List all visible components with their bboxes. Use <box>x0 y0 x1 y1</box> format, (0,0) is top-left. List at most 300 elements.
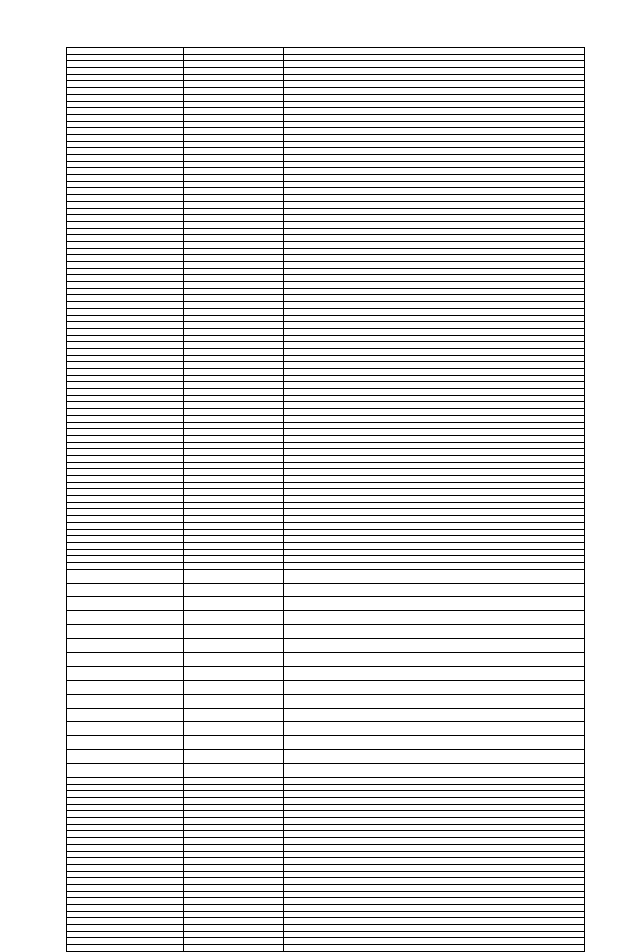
row-number-cell <box>67 536 184 543</box>
cadastral-number-cell <box>184 54 284 61</box>
row-number-cell <box>67 409 184 416</box>
table-row <box>67 938 585 945</box>
cadastral-number-cell <box>184 694 284 708</box>
cadastral-number-cell <box>184 322 284 329</box>
address-cell <box>284 489 585 496</box>
row-number-cell <box>67 134 184 141</box>
cadastral-number-cell <box>184 569 284 583</box>
row-number-cell <box>67 708 184 722</box>
row-number-cell <box>67 322 184 329</box>
table-row <box>67 302 585 309</box>
address-cell <box>284 81 585 88</box>
address-cell <box>284 898 585 905</box>
row-number-cell <box>67 248 184 255</box>
row-number-cell <box>67 569 184 583</box>
cadastral-number-cell <box>184 811 284 818</box>
row-number-cell <box>67 262 184 269</box>
table-row <box>67 342 585 349</box>
row-number-cell <box>67 228 184 235</box>
table-row <box>67 141 585 148</box>
address-cell <box>284 844 585 851</box>
address-cell <box>284 322 585 329</box>
address-cell <box>284 529 585 536</box>
address-cell <box>284 195 585 202</box>
table-row <box>67 395 585 402</box>
table-row <box>67 625 585 639</box>
row-number-cell <box>67 415 184 422</box>
address-cell <box>284 395 585 402</box>
row-number-cell <box>67 884 184 891</box>
row-number-cell <box>67 94 184 101</box>
cadastral-number-cell <box>184 818 284 825</box>
row-number-cell <box>67 945 184 952</box>
cadastral-number-cell <box>184 348 284 355</box>
address-cell <box>284 945 585 952</box>
table-row <box>67 168 585 175</box>
cadastral-number-cell <box>184 562 284 569</box>
address-cell <box>284 569 585 583</box>
cadastral-number-cell <box>184 248 284 255</box>
address-cell <box>284 449 585 456</box>
cadastral-number-cell <box>184 241 284 248</box>
address-cell <box>284 694 585 708</box>
cadastral-number-cell <box>184 891 284 898</box>
cadastral-number-cell <box>184 121 284 128</box>
address-cell <box>284 777 585 784</box>
address-cell <box>284 462 585 469</box>
table-row <box>67 81 585 88</box>
address-cell <box>284 268 585 275</box>
cadastral-number-cell <box>184 536 284 543</box>
row-number-cell <box>67 469 184 476</box>
registry-table-body <box>67 48 585 952</box>
cadastral-number-cell <box>184 195 284 202</box>
address-cell <box>284 784 585 791</box>
table-row <box>67 750 585 764</box>
cadastral-number-cell <box>184 858 284 865</box>
address-cell <box>284 415 585 422</box>
table-row <box>67 175 585 182</box>
row-number-cell <box>67 161 184 168</box>
table-row <box>67 248 585 255</box>
cadastral-number-cell <box>184 188 284 195</box>
cadastral-number-cell <box>184 652 284 666</box>
row-number-cell <box>67 611 184 625</box>
row-number-cell <box>67 918 184 925</box>
address-cell <box>284 141 585 148</box>
table-row <box>67 784 585 791</box>
row-number-cell <box>67 496 184 503</box>
row-number-cell <box>67 255 184 262</box>
table-row <box>67 736 585 750</box>
cadastral-number-cell <box>184 549 284 556</box>
address-cell <box>284 911 585 918</box>
table-row <box>67 884 585 891</box>
cadastral-number-cell <box>184 168 284 175</box>
address-cell <box>284 522 585 529</box>
table-row <box>67 228 585 235</box>
address-cell <box>284 362 585 369</box>
row-number-cell <box>67 891 184 898</box>
address-cell <box>284 583 585 597</box>
address-cell <box>284 652 585 666</box>
cadastral-number-cell <box>184 275 284 282</box>
address-cell <box>284 666 585 680</box>
cadastral-number-cell <box>184 74 284 81</box>
row-number-cell <box>67 295 184 302</box>
table-row <box>67 811 585 818</box>
cadastral-number-cell <box>184 708 284 722</box>
table-row <box>67 838 585 845</box>
row-number-cell <box>67 864 184 871</box>
cadastral-number-cell <box>184 871 284 878</box>
table-row <box>67 556 585 563</box>
row-number-cell <box>67 121 184 128</box>
cadastral-number-cell <box>184 918 284 925</box>
address-cell <box>284 798 585 805</box>
address-cell <box>284 864 585 871</box>
cadastral-number-cell <box>184 489 284 496</box>
address-cell <box>284 375 585 382</box>
cadastral-number-cell <box>184 215 284 222</box>
row-number-cell <box>67 128 184 135</box>
address-cell <box>284 536 585 543</box>
table-row <box>67 918 585 925</box>
cadastral-number-cell <box>184 429 284 436</box>
address-cell <box>284 824 585 831</box>
row-number-cell <box>67 680 184 694</box>
row-number-cell <box>67 435 184 442</box>
address-cell <box>284 369 585 376</box>
cadastral-number-cell <box>184 48 284 55</box>
address-cell <box>284 54 585 61</box>
table-row <box>67 201 585 208</box>
table-row <box>67 335 585 342</box>
address-cell <box>284 155 585 162</box>
address-cell <box>284 818 585 825</box>
row-number-cell <box>67 288 184 295</box>
row-number-cell <box>67 851 184 858</box>
row-number-cell <box>67 777 184 784</box>
table-row <box>67 708 585 722</box>
row-number-cell <box>67 722 184 736</box>
table-row <box>67 583 585 597</box>
address-cell <box>284 148 585 155</box>
cadastral-number-cell <box>184 395 284 402</box>
cadastral-number-cell <box>184 502 284 509</box>
table-row <box>67 268 585 275</box>
table-row <box>67 931 585 938</box>
table-row <box>67 722 585 736</box>
address-cell <box>284 750 585 764</box>
address-cell <box>284 288 585 295</box>
cadastral-number-cell <box>184 442 284 449</box>
cadastral-number-cell <box>184 878 284 885</box>
address-cell <box>284 476 585 483</box>
row-number-cell <box>67 181 184 188</box>
table-row <box>67 549 585 556</box>
address-cell <box>284 255 585 262</box>
row-number-cell <box>67 308 184 315</box>
table-row <box>67 181 585 188</box>
address-cell <box>284 221 585 228</box>
cadastral-number-cell <box>184 88 284 95</box>
table-row <box>67 415 585 422</box>
table-row <box>67 639 585 653</box>
table-row <box>67 597 585 611</box>
table-row <box>67 680 585 694</box>
address-cell <box>284 241 585 248</box>
cadastral-number-cell <box>184 134 284 141</box>
table-row <box>67 48 585 55</box>
row-number-cell <box>67 302 184 309</box>
cadastral-number-cell <box>184 898 284 905</box>
row-number-cell <box>67 791 184 798</box>
address-cell <box>284 128 585 135</box>
address-cell <box>284 68 585 75</box>
table-row <box>67 121 585 128</box>
address-cell <box>284 938 585 945</box>
address-cell <box>284 562 585 569</box>
cadastral-number-cell <box>184 255 284 262</box>
cadastral-number-cell <box>184 462 284 469</box>
row-number-cell <box>67 811 184 818</box>
cadastral-number-cell <box>184 925 284 932</box>
row-number-cell <box>67 141 184 148</box>
table-row <box>67 502 585 509</box>
table-row <box>67 389 585 396</box>
row-number-cell <box>67 482 184 489</box>
table-row <box>67 369 585 376</box>
address-cell <box>284 496 585 503</box>
address-cell <box>284 402 585 409</box>
cadastral-number-cell <box>184 402 284 409</box>
address-cell <box>284 838 585 845</box>
address-cell <box>284 442 585 449</box>
table-row <box>67 469 585 476</box>
row-number-cell <box>67 148 184 155</box>
row-number-cell <box>67 905 184 912</box>
address-cell <box>284 328 585 335</box>
table-row <box>67 422 585 429</box>
table-row <box>67 489 585 496</box>
cadastral-number-cell <box>184 449 284 456</box>
table-row <box>67 925 585 932</box>
cadastral-number-cell <box>184 68 284 75</box>
table-row <box>67 161 585 168</box>
cadastral-number-cell <box>184 128 284 135</box>
cadastral-number-cell <box>184 181 284 188</box>
address-cell <box>284 429 585 436</box>
cadastral-number-cell <box>184 415 284 422</box>
row-number-cell <box>67 556 184 563</box>
row-number-cell <box>67 215 184 222</box>
table-row <box>67 905 585 912</box>
table-row <box>67 74 585 81</box>
table-row <box>67 542 585 549</box>
table-row <box>67 824 585 831</box>
address-cell <box>284 108 585 115</box>
cadastral-number-cell <box>184 61 284 68</box>
row-number-cell <box>67 241 184 248</box>
table-row <box>67 798 585 805</box>
cadastral-number-cell <box>184 422 284 429</box>
address-cell <box>284 455 585 462</box>
row-number-cell <box>67 639 184 653</box>
row-number-cell <box>67 369 184 376</box>
address-cell <box>284 315 585 322</box>
table-row <box>67 101 585 108</box>
cadastral-number-cell <box>184 302 284 309</box>
address-cell <box>284 342 585 349</box>
row-number-cell <box>67 583 184 597</box>
row-number-cell <box>67 68 184 75</box>
table-row <box>67 375 585 382</box>
address-cell <box>284 308 585 315</box>
table-row <box>67 148 585 155</box>
row-number-cell <box>67 208 184 215</box>
table-row <box>67 652 585 666</box>
cadastral-number-cell <box>184 583 284 597</box>
row-number-cell <box>67 88 184 95</box>
row-number-cell <box>67 175 184 182</box>
row-number-cell <box>67 195 184 202</box>
row-number-cell <box>67 750 184 764</box>
cadastral-number-cell <box>184 824 284 831</box>
table-row <box>67 516 585 523</box>
row-number-cell <box>67 784 184 791</box>
cadastral-number-cell <box>184 94 284 101</box>
cadastral-number-cell <box>184 844 284 851</box>
table-row <box>67 864 585 871</box>
address-cell <box>284 355 585 362</box>
row-number-cell <box>67 764 184 778</box>
cadastral-number-cell <box>184 905 284 912</box>
address-cell <box>284 409 585 416</box>
address-cell <box>284 114 585 121</box>
address-cell <box>284 74 585 81</box>
row-number-cell <box>67 101 184 108</box>
table-row <box>67 208 585 215</box>
table-row <box>67 522 585 529</box>
cadastral-number-cell <box>184 838 284 845</box>
row-number-cell <box>67 476 184 483</box>
row-number-cell <box>67 931 184 938</box>
table-row <box>67 382 585 389</box>
table-row <box>67 134 585 141</box>
table-row <box>67 348 585 355</box>
cadastral-number-cell <box>184 476 284 483</box>
address-cell <box>284 275 585 282</box>
table-row <box>67 462 585 469</box>
table-row <box>67 155 585 162</box>
row-number-cell <box>67 235 184 242</box>
address-cell <box>284 282 585 289</box>
cadastral-number-cell <box>184 268 284 275</box>
address-cell <box>284 736 585 750</box>
cadastral-number-cell <box>184 114 284 121</box>
address-cell <box>284 858 585 865</box>
address-cell <box>284 389 585 396</box>
cadastral-number-cell <box>184 389 284 396</box>
address-cell <box>284 175 585 182</box>
row-number-cell <box>67 502 184 509</box>
cadastral-number-cell <box>184 791 284 798</box>
table-row <box>67 61 585 68</box>
row-number-cell <box>67 522 184 529</box>
table-row <box>67 255 585 262</box>
row-number-cell <box>67 509 184 516</box>
table-row <box>67 891 585 898</box>
row-number-cell <box>67 155 184 162</box>
address-cell <box>284 348 585 355</box>
address-cell <box>284 168 585 175</box>
address-cell <box>284 88 585 95</box>
table-row <box>67 128 585 135</box>
address-cell <box>284 918 585 925</box>
cadastral-number-cell <box>184 625 284 639</box>
table-row <box>67 108 585 115</box>
table-row <box>67 449 585 456</box>
address-cell <box>284 931 585 938</box>
cadastral-number-cell <box>184 101 284 108</box>
cadastral-number-cell <box>184 496 284 503</box>
address-cell <box>284 302 585 309</box>
address-cell <box>284 181 585 188</box>
cadastral-number-cell <box>184 722 284 736</box>
table-row <box>67 442 585 449</box>
address-cell <box>284 542 585 549</box>
row-number-cell <box>67 355 184 362</box>
row-number-cell <box>67 201 184 208</box>
cadastral-number-cell <box>184 864 284 871</box>
address-cell <box>284 188 585 195</box>
table-row <box>67 851 585 858</box>
address-cell <box>284 295 585 302</box>
cadastral-number-cell <box>184 777 284 784</box>
row-number-cell <box>67 402 184 409</box>
cadastral-number-cell <box>184 369 284 376</box>
cadastral-number-cell <box>184 911 284 918</box>
row-number-cell <box>67 804 184 811</box>
address-cell <box>284 435 585 442</box>
address-cell <box>284 121 585 128</box>
address-cell <box>284 708 585 722</box>
cadastral-number-cell <box>184 308 284 315</box>
address-cell <box>284 482 585 489</box>
row-number-cell <box>67 542 184 549</box>
row-number-cell <box>67 315 184 322</box>
table-row <box>67 529 585 536</box>
row-number-cell <box>67 818 184 825</box>
row-number-cell <box>67 529 184 536</box>
address-cell <box>284 905 585 912</box>
table-row <box>67 188 585 195</box>
cadastral-number-cell <box>184 556 284 563</box>
row-number-cell <box>67 348 184 355</box>
table-row <box>67 322 585 329</box>
row-number-cell <box>67 335 184 342</box>
cadastral-number-cell <box>184 522 284 529</box>
address-cell <box>284 549 585 556</box>
cadastral-number-cell <box>184 831 284 838</box>
address-cell <box>284 215 585 222</box>
cadastral-number-cell <box>184 375 284 382</box>
table-row <box>67 496 585 503</box>
cadastral-number-cell <box>184 851 284 858</box>
address-cell <box>284 804 585 811</box>
address-cell <box>284 48 585 55</box>
